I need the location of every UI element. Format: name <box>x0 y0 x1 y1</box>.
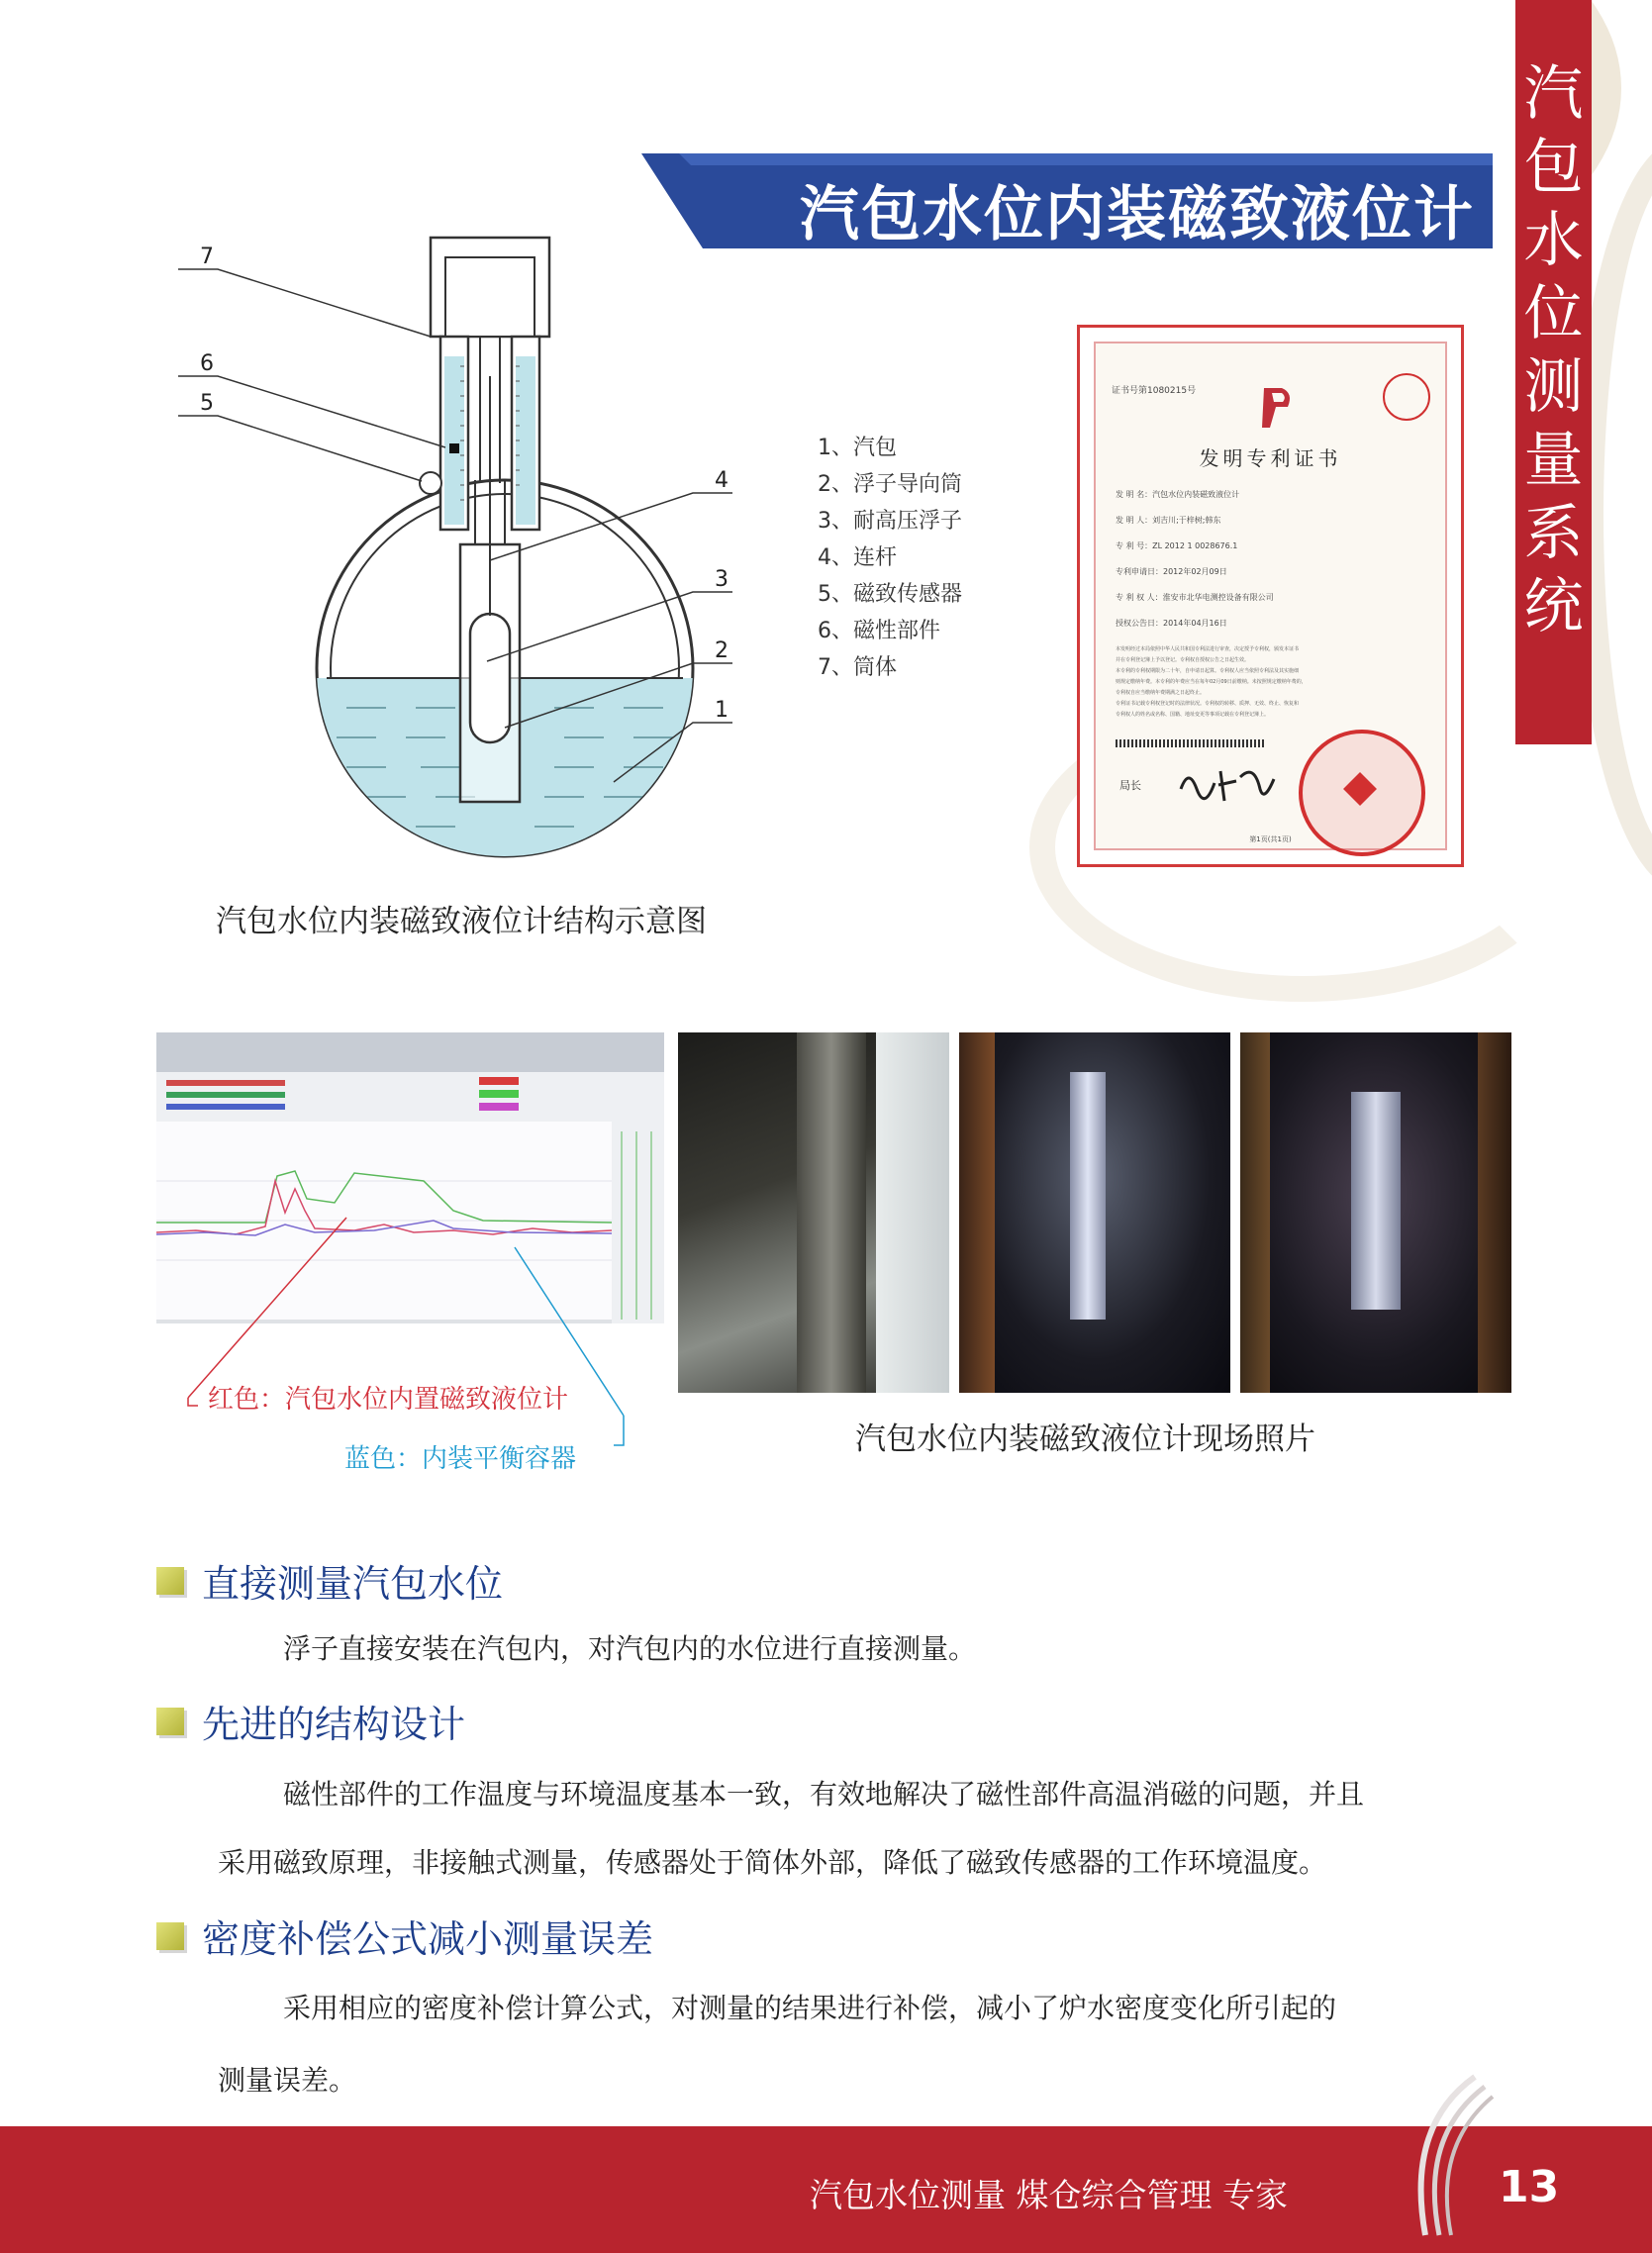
cert-sign-label: 局长 <box>1119 779 1141 792</box>
section-2-line-2: 采用磁致原理，非接触式测量，传感器处于简体外部，降低了磁致传感器的工作环境温度。 <box>218 1846 1327 1879</box>
section-1-line-1: 浮子直接安装在汽包内，对汽包内的水位进行直接测量。 <box>283 1632 977 1665</box>
page-title: 汽包水位内装磁致液位计 <box>800 180 1475 249</box>
patent-certificate <box>1077 325 1464 867</box>
section-bullet <box>156 1708 184 1735</box>
annotation-blue: 蓝色：内装平衡容器 <box>344 1444 577 1474</box>
legend-item: 4、连杆 <box>818 545 897 570</box>
cert-signature <box>1175 759 1284 809</box>
cert-page: 第1页(共1页) <box>1249 835 1292 843</box>
diagram-label-4: 4 <box>715 468 729 493</box>
cert-body: 本发明经过本局依照中华人民共和国专利法进行审查，决定授予专利权，颁发本证书 并在专利登记簿上予以登记。专利权自授权公告之日起生效。 本专利的专利权期限为二十年，自申请日起算。专利权人应当依照专利法及其实施细 则规定缴纳年费。本专利的年费应当在每年02月09日前缴纳。未按照规定缴纳年费的， 专利权自应当缴纳年费期满之日起终止。 专利证书记载专利权登记时的法律状况。专利权的转移、质押、无效、终止、恢复和 专利权人的姓名或名称、国籍、地址变更等事项记载在专利登记簿上。 <box>1116 646 1307 718</box>
footer-bar <box>0 2126 1652 2253</box>
diagram-label-5: 5 <box>200 391 214 416</box>
float <box>470 614 510 742</box>
side-tab-label: 汽包水位测量系统 <box>1523 59 1584 641</box>
diagram-label-2: 2 <box>715 638 729 663</box>
section-3-line-2: 测量误差。 <box>218 2064 357 2097</box>
diagram-legend <box>818 430 962 686</box>
section-bullet <box>156 1922 184 1950</box>
site-photo-2 <box>959 1032 1230 1393</box>
sensor-circle <box>420 472 441 494</box>
section-heading-3: 密度补偿公式减小测量误差 <box>202 1917 654 1961</box>
legend-item: 7、筒体 <box>818 655 897 680</box>
cert-stamp-small <box>1383 373 1430 421</box>
site-photo-3 <box>1240 1032 1511 1393</box>
diagram-label-1: 1 <box>715 698 729 723</box>
section-2-line-1: 磁性部件的工作温度与环境温度基本一致，有效地解决了磁性部件高温消磁的问题，并且 <box>283 1778 1365 1811</box>
footer-logo-swirl <box>1386 2067 1495 2245</box>
cert-emblem <box>1254 383 1304 433</box>
cert-title: 发明专利证书 <box>1199 446 1342 470</box>
cert-number: 证书号第1080215号 <box>1112 386 1197 396</box>
structure-diagram <box>178 228 772 861</box>
section-3-line-1: 采用相应的密度补偿计算公式，对测量的结果进行补偿，减小了炉水密度变化所引起的 <box>283 1992 1337 2024</box>
section-bullet <box>156 1567 184 1595</box>
legend-item: 1、汽包 <box>818 436 897 460</box>
legend-item: 6、磁性部件 <box>818 619 940 643</box>
diagram-label-3: 3 <box>715 567 729 592</box>
annotation-red: 红色：汽包水位内置磁致液位计 <box>208 1385 569 1415</box>
site-photo-1 <box>678 1032 949 1393</box>
diagram-label-6: 6 <box>200 351 214 376</box>
cert-barcode <box>1116 739 1264 747</box>
photos-caption: 汽包水位内装磁致液位计现场照片 <box>855 1421 1315 1457</box>
cert-fields: 发 明 名：汽包水位内装磁致液位计 发 明 人：刘吉川;于梓树;韩东 专 利 号：ZL 2012 1 0028676.1 专利申请日：2012年02月09日 专 利 权 人：淮安市北华电测控设备有限公司 授权公告日：2014年04月16日 <box>1116 490 1274 628</box>
page-number: 13 <box>1499 2162 1560 2212</box>
section-heading-2: 先进的结构设计 <box>202 1703 466 1746</box>
diagram-caption: 汽包水位内装磁致液位计结构示意图 <box>216 904 707 939</box>
legend-item: 5、磁致传感器 <box>818 582 962 607</box>
legend-item: 2、浮子导向筒 <box>818 472 962 497</box>
diagram-label-7: 7 <box>200 245 214 269</box>
annotation-leaders <box>178 1138 633 1465</box>
footer-tagline: 汽包水位测量 煤仓综合管理 专家 <box>810 2176 1288 2214</box>
section-heading-1: 直接测量汽包水位 <box>202 1562 504 1606</box>
legend-item: 3、耐高压浮子 <box>818 509 962 534</box>
side-tab <box>1515 0 1592 744</box>
